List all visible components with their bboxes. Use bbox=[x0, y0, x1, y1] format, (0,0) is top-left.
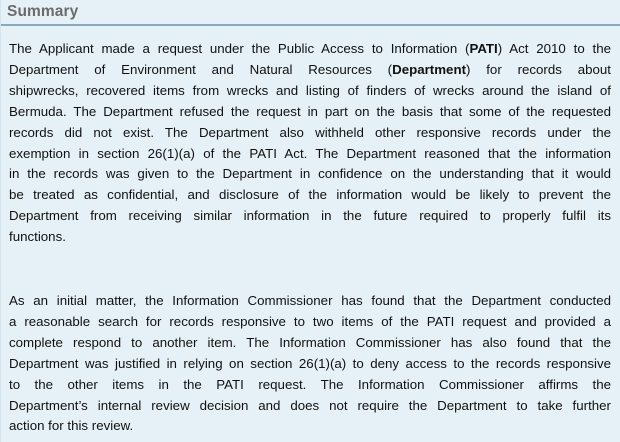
paragraph-line: be treated as confidential, and disclosure of the information would be likely to prevent the bbox=[9, 187, 611, 203]
paragraph-line: in the records was given to the Department in confidence on the understanding that it would bbox=[9, 166, 611, 182]
paragraph-line: Bermuda. The Department refused the request in part on the basis that some of the requested bbox=[9, 103, 611, 119]
section-title: Summary bbox=[7, 3, 79, 20]
bold-term: Department bbox=[392, 61, 466, 77]
summary-paragraph-2 bbox=[9, 291, 611, 437]
paragraph-line: shipwrecks, recovered items from wrecks and listing of finders of wrecks around the island of bbox=[9, 82, 611, 98]
paragraph-line: Department of Environment and Natural Resources (Department) for records about bbox=[9, 61, 611, 77]
paragraph-line: The Applicant made a request under the Public Access to Information (PATI) Act 2010 to the bbox=[9, 41, 611, 56]
paragraph-line: As an initial matter, the Information Commissioner has found that the Department conducted bbox=[9, 293, 611, 308]
paragraph-line: functions. bbox=[9, 229, 66, 245]
summary-header bbox=[1, 0, 620, 26]
paragraph-line: Department’s internal review decision and does not require the Department to take further bbox=[9, 397, 611, 413]
paragraph-line: Department from receiving similar information in the future required to properly fulfil its bbox=[9, 208, 611, 224]
paragraph-line: complete respond to another item. The Information Commissioner has also found that the bbox=[9, 334, 611, 350]
paragraph-line: to the other items in the PATI request. The Information Commissioner affirms the bbox=[9, 376, 611, 392]
paragraph-line: exemption in section 26(1)(a) of the PATI Act. The Department reasoned that the information bbox=[9, 145, 611, 161]
summary-paragraph-1 bbox=[9, 39, 611, 248]
paragraph-line: Department was justified in relying on section 26(1)(a) to deny access to the records responsive bbox=[9, 355, 611, 371]
paragraph-line: action for this review. bbox=[9, 418, 134, 434]
bold-term: PATI bbox=[469, 41, 498, 56]
paragraph-line: records did not exist. The Department also withheld other responsive records under the bbox=[9, 124, 611, 140]
paragraph-line: a reasonable search for records responsive to two items of the PATI request and provided a bbox=[9, 313, 611, 329]
